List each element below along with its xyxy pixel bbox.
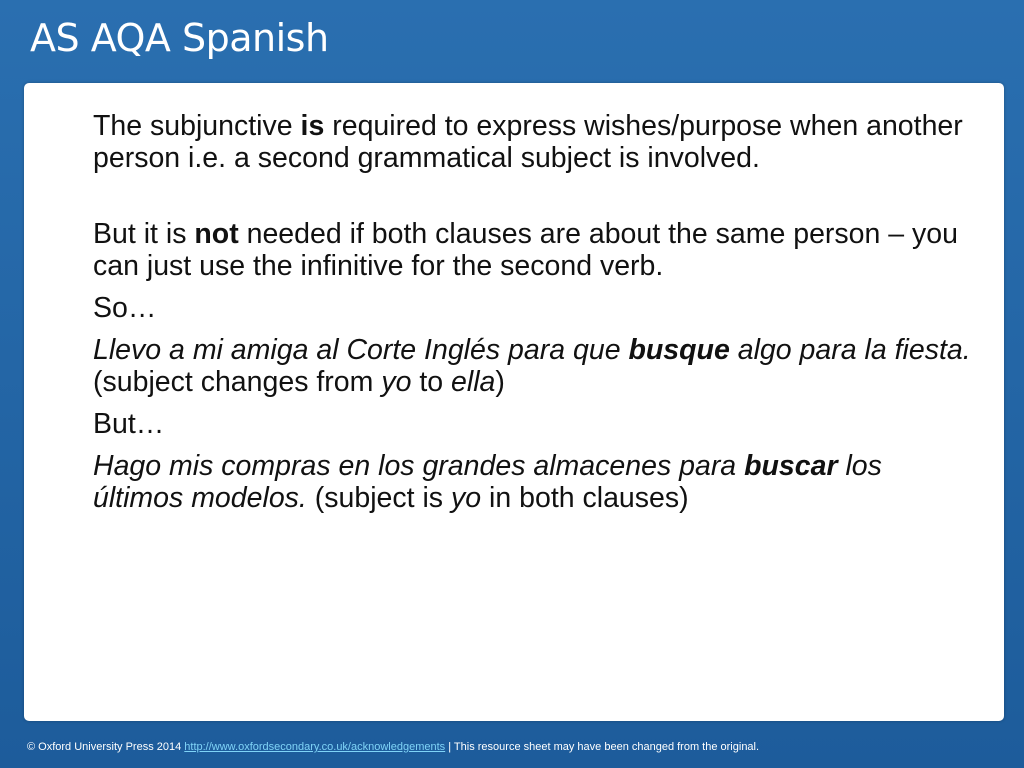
text-run: required to express wishes/purpose when another person i.e. a second grammatical subject is involved. (93, 110, 963, 174)
paragraph-not-needed (93, 218, 973, 282)
text-run: So… (93, 292, 157, 324)
text-run: The subjunctive (93, 110, 301, 142)
text-run: in both clauses) (481, 482, 689, 514)
text-run: But… (93, 408, 165, 440)
paragraph-example-busque (93, 334, 973, 398)
paragraph-but (93, 408, 973, 440)
text-run: is (300, 110, 325, 142)
text-run: But it is (93, 218, 195, 250)
text-run: yo (381, 366, 412, 398)
text-run: ella (451, 366, 496, 398)
footer-notice: | This resource sheet may have been changed from the original. (448, 741, 760, 753)
text-run: to (411, 366, 452, 398)
text-run: busque (628, 334, 730, 366)
text-run: needed if both clauses are about the same person – you can just use the infinitive for the second verb. (93, 218, 959, 282)
footer (27, 741, 759, 753)
text-run: not (194, 218, 239, 250)
paragraph-so (93, 292, 973, 324)
text-run: buscar (744, 450, 838, 482)
acknowledgements-link[interactable]: http://www.oxfordsecondary.co.uk/acknowledgements (184, 741, 446, 753)
text-run: algo para la fiesta. (729, 334, 971, 366)
body-text (93, 110, 973, 514)
footer-copyright: © Oxford University Press 2014 (27, 741, 182, 753)
text-run: Hago mis compras en los grandes almacenes para (93, 450, 745, 482)
text-run: los últimos modelos. (93, 450, 882, 514)
text-run: Llevo a mi amiga al Corte Inglés para que (93, 334, 629, 366)
text-run: (subject changes from (93, 366, 382, 398)
deck-title: AS AQA Spanish (30, 16, 329, 60)
paragraph-subjunctive-required (93, 110, 973, 174)
text-run: (subject is (306, 482, 451, 514)
text-run: ) (495, 366, 505, 398)
text-run: yo (450, 482, 482, 514)
paragraph-example-buscar (93, 450, 973, 514)
